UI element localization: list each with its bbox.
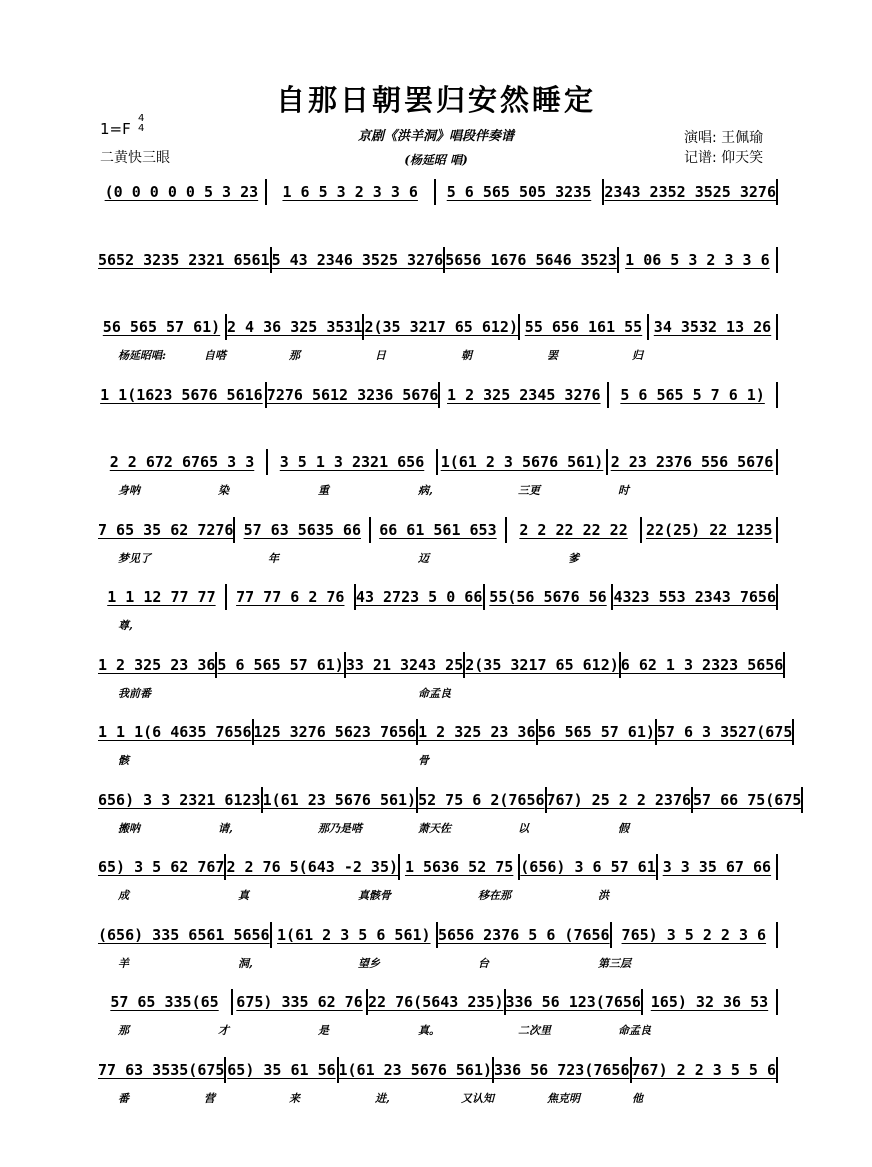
- measure: 57 6 3 3527(675: [656, 723, 793, 741]
- measure: 1 5636 52 75: [404, 858, 514, 876]
- lyric: 番: [118, 1091, 129, 1105]
- measure: 65) 3 5 62 767: [98, 858, 225, 876]
- measure: (0 0 0 0 0 5 3 23: [104, 183, 259, 201]
- subtitle: 京剧《洪羊洞》唱段伴奏谱: [357, 129, 514, 144]
- lyric: 杨延昭唱:: [118, 349, 167, 362]
- lyric: 迈: [418, 551, 429, 565]
- barline: [776, 989, 778, 1015]
- measure: 2(35 3217 65 612): [364, 318, 518, 336]
- score-row: [98, 583, 778, 632]
- measure: (656) 3 6 57 61: [520, 858, 656, 876]
- score-row: [98, 381, 778, 409]
- measure: 1 06 5 3 2 3 3 6: [625, 250, 770, 269]
- lyric: 才: [218, 1024, 229, 1037]
- lyric: 命孟良: [618, 1024, 651, 1037]
- lyric: 真骸骨: [358, 889, 391, 902]
- lyric: 是: [318, 1024, 329, 1037]
- lyric: 罢: [547, 349, 558, 362]
- measure: 66 61 561 653: [379, 520, 497, 539]
- measures: [98, 786, 802, 814]
- lyrics-line: [98, 617, 778, 633]
- barline: [776, 247, 778, 273]
- measure: 1 2 325 23 36: [98, 655, 216, 674]
- lyric: 骸: [118, 754, 129, 767]
- barline: [783, 652, 785, 678]
- measures: [98, 313, 778, 341]
- measure: 767) 25 2 2 2376: [546, 790, 692, 809]
- lyrics-line: [98, 482, 778, 498]
- measure: 1(61 2 3 5676 561): [440, 453, 604, 471]
- lyric: 洞,: [238, 956, 253, 970]
- lyric: 请,: [218, 821, 233, 835]
- lyric: 朝: [461, 349, 472, 362]
- lyric: 尊,: [118, 619, 133, 632]
- measure: 1 1 1(6 4635 7656: [98, 723, 252, 741]
- measure: 2 4 36 325 3531: [227, 318, 363, 336]
- lyric: 那: [289, 349, 300, 362]
- lyric: 命孟良: [418, 686, 451, 700]
- measure: 52 75 6 2(7656: [418, 790, 545, 809]
- measure: 125 3276 5623 7656: [253, 723, 417, 741]
- page-title: 自那日朝罢归安然睡定: [275, 83, 596, 117]
- measure: 336 56 723(7656: [494, 1060, 630, 1079]
- lyric: 二次里: [518, 1024, 551, 1037]
- measure: 2 23 2376 556 5676: [610, 453, 774, 471]
- measure: 4323 553 2343 7656: [613, 588, 776, 606]
- lyric: 进,: [375, 1091, 390, 1105]
- measure: 1(61 23 5676 561): [338, 1060, 493, 1079]
- score-row: [98, 448, 778, 497]
- score-row: [98, 178, 778, 206]
- singer-note: (杨延昭 唱): [404, 153, 468, 167]
- barline: [776, 314, 778, 340]
- measure: 65) 35 61 56: [227, 1060, 336, 1079]
- measure: 22(25) 22 1235: [645, 520, 773, 539]
- lyric: 那: [118, 1024, 129, 1037]
- lyric: 梦见了: [118, 551, 151, 565]
- measure: 77 63 3535(675: [98, 1060, 225, 1079]
- measure: 3 3 35 67 66: [662, 858, 772, 876]
- lyric: 日: [375, 349, 386, 362]
- score-row: [98, 718, 793, 767]
- measure: 57 66 75(675: [693, 790, 802, 809]
- measure: 2 2 76 5(643 -2 35): [226, 858, 399, 876]
- barline: [801, 787, 803, 813]
- lyrics-line: [98, 685, 778, 701]
- measures: [98, 583, 778, 611]
- measure: 1 2 325 2345 3276: [447, 385, 601, 404]
- measure: 57 63 5635 66: [243, 520, 361, 539]
- measures: [98, 1056, 778, 1084]
- lyric: 我前番: [118, 686, 151, 700]
- lyric: 搬呐: [118, 821, 140, 835]
- measure: 43 2723 5 0 66: [355, 588, 483, 606]
- barline: [776, 179, 778, 205]
- measure: 1 1(1623 5676 5616: [100, 385, 263, 404]
- score-row: [98, 1056, 778, 1105]
- measure: 2 2 672 6765 3 3: [109, 453, 255, 471]
- lyric: 时: [618, 484, 629, 497]
- measures: [98, 516, 778, 544]
- barline: [776, 517, 778, 543]
- measure: 5656 2376 5 6 (7656: [438, 925, 610, 944]
- lyric: 那乃是嗒: [318, 821, 362, 835]
- lyric: 骨: [418, 754, 429, 767]
- lyric: 成: [118, 889, 129, 902]
- measure: 1 1 12 77 77: [107, 588, 216, 606]
- lyric: 营: [204, 1091, 215, 1105]
- measure: 5 6 565 505 3235: [446, 183, 592, 201]
- lyric: 三更: [518, 484, 540, 497]
- score-row: [98, 246, 778, 274]
- lyric: 真。: [418, 1024, 440, 1037]
- transcriber-credit: 记谱: 仰天笑: [684, 150, 764, 166]
- lyric: 洪: [598, 889, 609, 902]
- measures: [98, 448, 778, 476]
- measure: 675) 335 62 76: [236, 993, 363, 1011]
- measure: 6 62 1 3 2323 5656: [620, 655, 784, 674]
- lyric: 来: [289, 1091, 300, 1105]
- score-row: [98, 921, 778, 970]
- barline: [776, 382, 778, 408]
- measures: [98, 921, 778, 949]
- measure: 1 6 5 3 2 3 3 6: [282, 183, 418, 201]
- measure: 1 2 325 23 36: [418, 723, 536, 741]
- lyric: 又认知: [461, 1091, 494, 1105]
- lyric: 焦克明: [547, 1091, 580, 1105]
- key-label: 1=F: [100, 120, 131, 138]
- lyrics-line: [98, 550, 778, 566]
- lyric: 病,: [418, 484, 433, 497]
- measure: 33 21 3243 25: [345, 655, 464, 674]
- measure: 2 2 22 22 22: [519, 520, 628, 539]
- lyrics-line: [98, 887, 778, 903]
- measure: 56 565 57 61): [537, 723, 655, 741]
- measures: [98, 246, 778, 274]
- lyric: 望乡: [358, 956, 380, 970]
- measures: [98, 718, 793, 746]
- lyric: 台: [478, 956, 489, 970]
- barline: [776, 584, 778, 610]
- lyric: 染: [218, 484, 229, 497]
- lyrics-line: [98, 1022, 778, 1038]
- time-top: 4: [138, 113, 145, 124]
- measures: [98, 853, 778, 881]
- lyric: 以: [518, 821, 529, 835]
- measure: 767) 2 2 3 5 5 6: [631, 1060, 776, 1079]
- lyric: 他: [632, 1091, 643, 1105]
- measure: 7 65 35 62 7276: [98, 520, 234, 539]
- lyrics-line: [98, 752, 778, 768]
- measure: 2343 2352 3525 3276: [604, 183, 776, 201]
- measure: 165) 32 36 53: [650, 993, 769, 1011]
- measure: 5 6 565 5 7 6 1): [620, 385, 765, 404]
- barline: [776, 1057, 778, 1083]
- barline: [776, 922, 778, 948]
- measures: [98, 988, 778, 1016]
- lyrics-line: [98, 955, 778, 971]
- measure: 55 656 161 55: [524, 318, 643, 336]
- lyric: 身呐: [118, 484, 140, 497]
- lyric: 自嗒: [204, 349, 226, 362]
- measure: 656) 3 3 2321 6123: [98, 790, 261, 809]
- measure: (656) 335 6561 5656: [98, 925, 270, 944]
- measure: 765) 3 5 2 2 3 6: [621, 925, 767, 944]
- measure: 56 565 57 61): [102, 318, 221, 336]
- score-row: [98, 988, 778, 1037]
- score-row: [98, 651, 784, 700]
- measures: [98, 381, 778, 409]
- measure: 1(61 2 3 5 6 561): [277, 925, 431, 944]
- measure: 2(35 3217 65 612): [465, 655, 619, 674]
- lyric: 羊: [118, 956, 129, 970]
- score-row: [98, 853, 778, 902]
- barline: [776, 854, 778, 880]
- lyric: 归: [632, 349, 643, 362]
- measure: 5656 1676 5646 3523: [445, 250, 617, 269]
- score-row: [98, 516, 778, 565]
- lyrics-line: [98, 347, 778, 363]
- singer-credit: 演唱: 王佩瑜: [684, 130, 764, 146]
- score-row: [98, 313, 778, 362]
- measure: 7276 5612 3236 5676: [266, 385, 439, 404]
- measure: 5 43 2346 3525 3276: [271, 250, 444, 269]
- measure: 3 5 1 3 2321 656: [279, 453, 425, 471]
- measures: [98, 651, 784, 679]
- measure: 5 6 565 57 61): [217, 655, 344, 674]
- lyric: 年: [268, 551, 279, 565]
- lyrics-line: [98, 820, 778, 836]
- barline: [776, 449, 778, 475]
- measure: 336 56 123(7656: [505, 993, 641, 1011]
- score-row: [98, 786, 802, 835]
- measure: 1(61 23 5676 561): [262, 790, 417, 809]
- lyric: 萧天佐: [418, 821, 451, 835]
- measure: 77 77 6 2 76: [236, 588, 345, 606]
- lyric: 真: [238, 889, 249, 902]
- time-bottom: 4: [138, 123, 145, 134]
- lyric: 移在那: [478, 889, 511, 902]
- banshi-label: 二黄快三眼: [100, 150, 170, 166]
- lyric: 重: [318, 484, 329, 497]
- measure: 22 76(5643 235): [368, 993, 504, 1011]
- measures: [98, 178, 778, 206]
- lyric: 第三层: [598, 956, 631, 970]
- lyrics-line: [98, 1090, 778, 1106]
- measure: 5652 3235 2321 6561: [98, 250, 270, 269]
- lyric: 假: [618, 821, 629, 835]
- barline: [792, 719, 794, 745]
- measure: 57 65 335(65: [110, 993, 219, 1011]
- measure: 34 3532 13 26: [653, 318, 772, 336]
- lyric: 爹: [568, 551, 579, 565]
- measure: 55(56 5676 56: [489, 588, 607, 606]
